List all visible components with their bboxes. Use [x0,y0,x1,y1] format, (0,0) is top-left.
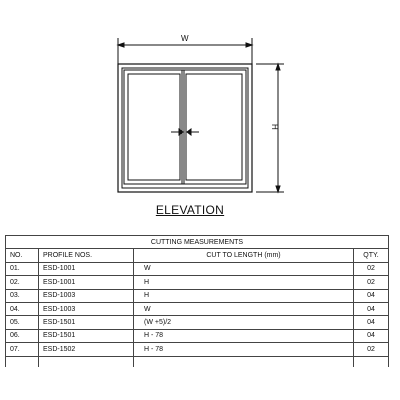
table-row [6,329,389,342]
table-empty-row [6,356,389,367]
right-sash-outer [182,70,246,184]
height-arrow-top [276,64,280,70]
row-profile: ESD-1501 [39,329,134,342]
row-cut: (W +5)/2 [134,316,354,329]
inner-frame [122,68,248,188]
row-profile: ESD-1003 [39,289,134,302]
width-arrow-left [118,43,124,47]
row-no: 02. [6,276,39,289]
row-cut: H - 78 [134,343,354,356]
left-sash-outer [124,70,184,184]
row-qty: 04 [354,289,389,302]
header-profile: PROFILE NOS. [39,249,134,262]
row-qty: 04 [354,302,389,315]
cutting-measurements-table [5,235,389,367]
height-arrow-bottom [276,186,280,192]
table-row [6,262,389,275]
row-no: 03. [6,289,39,302]
row-qty: 02 [354,262,389,275]
table-title: CUTTING MEASUREMENTS [6,236,389,249]
header-qty: QTY. [354,249,389,262]
right-handle-arrow [187,129,191,135]
row-cut: W [134,262,354,275]
header-cut-length: CUT TO LENGTH (mm) [134,249,354,262]
row-profile: ESD-1501 [39,316,134,329]
header-no: NO. [6,249,39,262]
row-qty: 02 [354,343,389,356]
row-no: 01. [6,262,39,275]
empty-cell [6,356,39,367]
outer-frame [118,64,252,192]
height-label: H [270,124,279,130]
row-profile: ESD-1001 [39,276,134,289]
row-qty: 04 [354,329,389,342]
empty-cell [39,356,134,367]
row-qty: 02 [354,276,389,289]
row-cut: H [134,276,354,289]
row-qty: 04 [354,316,389,329]
row-no: 07. [6,343,39,356]
width-label: W [181,34,189,43]
row-profile: ESD-1003 [39,302,134,315]
row-profile: ESD-1502 [39,343,134,356]
table-row [6,289,389,302]
row-no: 06. [6,329,39,342]
row-cut: W [134,302,354,315]
empty-cell [134,356,354,367]
width-arrow-right [246,43,252,47]
table-row [6,276,389,289]
right-sash-glass [186,74,242,180]
table-row [6,316,389,329]
row-profile: ESD-1001 [39,262,134,275]
elevation-caption: ELEVATION [155,203,225,217]
row-no: 04. [6,302,39,315]
left-sash-glass [128,74,180,180]
row-cut: H [134,289,354,302]
table-row [6,343,389,356]
empty-cell [354,356,389,367]
row-cut: H - 78 [134,329,354,342]
table-row [6,302,389,315]
row-no: 05. [6,316,39,329]
